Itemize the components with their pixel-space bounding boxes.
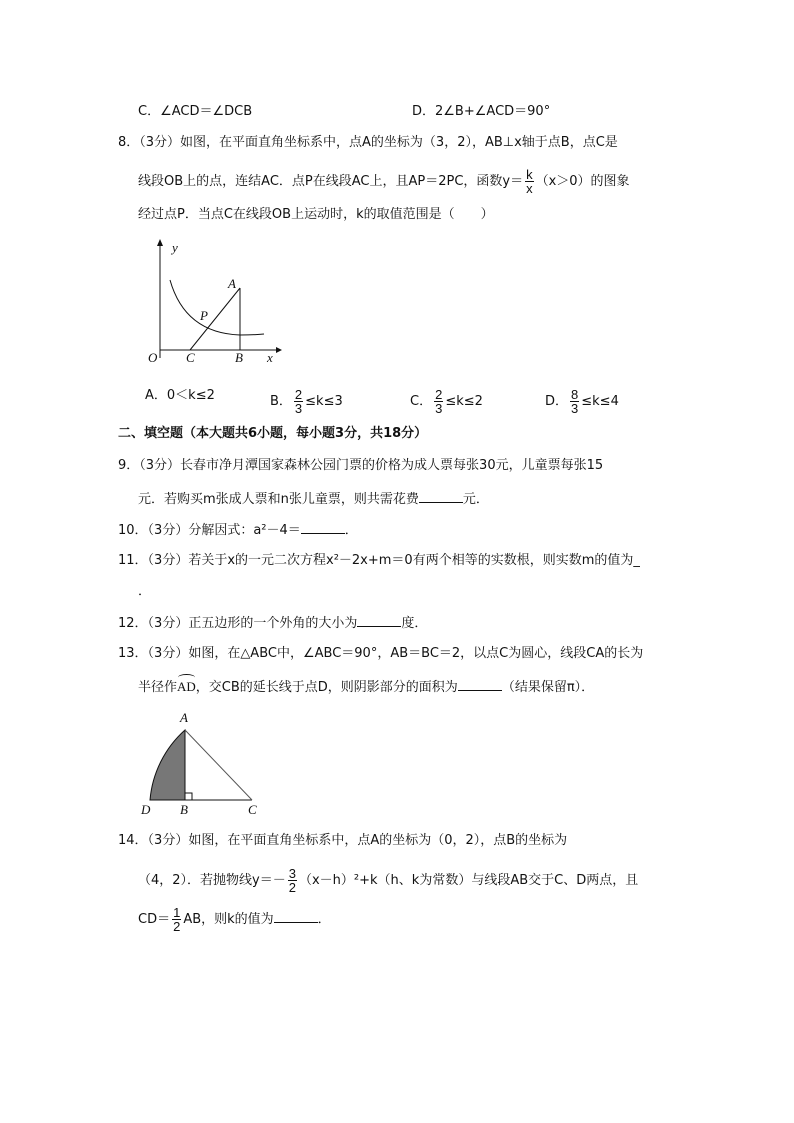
- q13-line1: 13．（3分）如图，在△ABC中，∠ABC＝90°，AB＝BC＝2，以点C为圆心，线段CA的长为: [118, 646, 644, 661]
- option-prefix: C．: [410, 394, 433, 409]
- answer-blank[interactable]: [274, 910, 318, 923]
- option-suffix: ≤k≤2: [445, 394, 483, 409]
- numerator: k: [526, 167, 533, 182]
- q8-option-d: [545, 388, 619, 415]
- answer-blank[interactable]: [301, 521, 345, 534]
- q8-figure: [140, 238, 285, 363]
- label-a: A: [228, 276, 236, 291]
- arc-notation: [177, 679, 196, 695]
- q14-text: （4，2）．若抛物线y＝－: [138, 873, 286, 888]
- label-b: B: [180, 802, 188, 817]
- numerator: 8: [571, 387, 579, 402]
- fraction: [525, 168, 534, 195]
- y-axis-arrow: [157, 239, 163, 246]
- q8-option-c: [410, 388, 483, 415]
- q14-text-c: CD＝: [138, 912, 171, 927]
- numerator: 2: [435, 387, 443, 402]
- label-c: C: [186, 350, 195, 363]
- q12-text: 12．（3分）正五边形的一个外角的大小为: [118, 616, 358, 631]
- q9-line2: [138, 490, 489, 508]
- q9-line1: 9．（3分）长春市净月潭国家森林公园门票的价格为成人票每张30元，儿童票每张15: [118, 458, 604, 473]
- numerator: 1: [173, 905, 181, 920]
- q8-line2-text-b: （x＞0）的图象: [535, 174, 630, 189]
- q14-text-e: ．: [317, 912, 331, 927]
- fraction: [434, 388, 443, 415]
- q8-line1: 8．（3分）如图，在平面直角坐标系中，点A的坐标为（3，2），AB⊥x轴于点B，点C是: [118, 135, 618, 150]
- denominator: x: [526, 181, 533, 196]
- label-o: O: [148, 350, 158, 363]
- denominator: 2: [288, 880, 296, 895]
- q7-option-d: D．2∠B+∠ACD＝90°: [412, 104, 551, 119]
- q11-line2: ．: [138, 584, 152, 599]
- label-y: y: [172, 240, 178, 255]
- q9-text-b: 元．: [462, 492, 489, 507]
- fraction: [294, 388, 303, 415]
- q10-text: 10．（3分）分解因式：a²－4＝: [118, 523, 301, 538]
- q12: [118, 614, 427, 632]
- answer-blank[interactable]: [419, 490, 463, 503]
- hyperbola-curve: [170, 280, 264, 335]
- label-x: x: [267, 350, 273, 363]
- segment-ac: [185, 730, 252, 800]
- q11-line1: 11．（3分）若关于x的一元二次方程x²－2x+m＝0有两个相等的实数根，则实数m的值为_: [118, 553, 640, 568]
- label-p: P: [200, 308, 208, 323]
- q13-text: 半径作: [138, 680, 178, 695]
- label-a: A: [180, 710, 188, 725]
- q8-line3: 经过点P．当点C在线段OB上运动时，k的取值范围是（ ）: [138, 207, 494, 222]
- denominator: 2: [173, 919, 181, 934]
- numerator: 3: [288, 866, 296, 881]
- q9-text: 元．若购买m张成人票和n张儿童票，则共需花费: [138, 492, 419, 507]
- q13-figure: [138, 706, 268, 818]
- answer-blank[interactable]: [357, 614, 401, 627]
- q10: [118, 521, 358, 539]
- denominator: 3: [435, 401, 443, 416]
- q13-text-b: ，交CB的延长线于点D，则阴影部分的面积为: [195, 680, 458, 695]
- denominator: 3: [294, 401, 303, 416]
- q14-text-b: （x－h）²+k（h、k为常数）与线段AB交于C、D两点，且: [298, 873, 639, 888]
- q7-option-c: C．∠ACD＝∠DCB: [138, 104, 253, 119]
- q12-text-b: 度．: [401, 616, 428, 631]
- fraction: [570, 388, 579, 415]
- q10-text-b: ．: [344, 523, 358, 538]
- arc-mark: [178, 674, 195, 681]
- q8-line2: [138, 168, 630, 195]
- q14-line3: [138, 906, 331, 933]
- answer-blank[interactable]: [458, 678, 502, 691]
- option-prefix: D．: [545, 394, 569, 409]
- fraction: [288, 867, 297, 894]
- denominator: 3: [571, 401, 579, 416]
- q8-option-b: [270, 388, 343, 415]
- label-c: C: [248, 802, 257, 817]
- q8-option-a: A．0＜k≤2: [145, 388, 215, 403]
- q14-line1: 14．（3分）如图，在平面直角坐标系中，点A的坐标为（0，2），点B的坐标为: [118, 833, 568, 848]
- label-b: B: [235, 350, 243, 363]
- option-suffix: ≤k≤4: [581, 394, 619, 409]
- section-2-title: 二、填空题（本大题共6小题，每小题3分，共18分）: [118, 426, 428, 441]
- q13-text-c: （结果保留π）．: [501, 680, 595, 695]
- x-axis-arrow: [276, 347, 282, 353]
- label-d: D: [141, 802, 151, 817]
- right-angle-mark: [185, 793, 192, 800]
- q14-text-d: AB，则k的值为: [183, 912, 274, 927]
- q14-line2: [138, 867, 638, 894]
- q13-line2: [138, 678, 594, 696]
- segment-ac: [190, 288, 240, 350]
- shaded-region: [150, 730, 185, 800]
- numerator: 2: [294, 387, 303, 402]
- arc-label: AD: [177, 679, 196, 694]
- option-suffix: ≤k≤3: [305, 394, 343, 409]
- q8-line2-text: 线段OB上的点，连结AC．点P在线段AC上，且AP＝2PC，函数y＝: [138, 174, 524, 189]
- fraction: [172, 906, 181, 933]
- option-prefix: B．: [270, 394, 292, 409]
